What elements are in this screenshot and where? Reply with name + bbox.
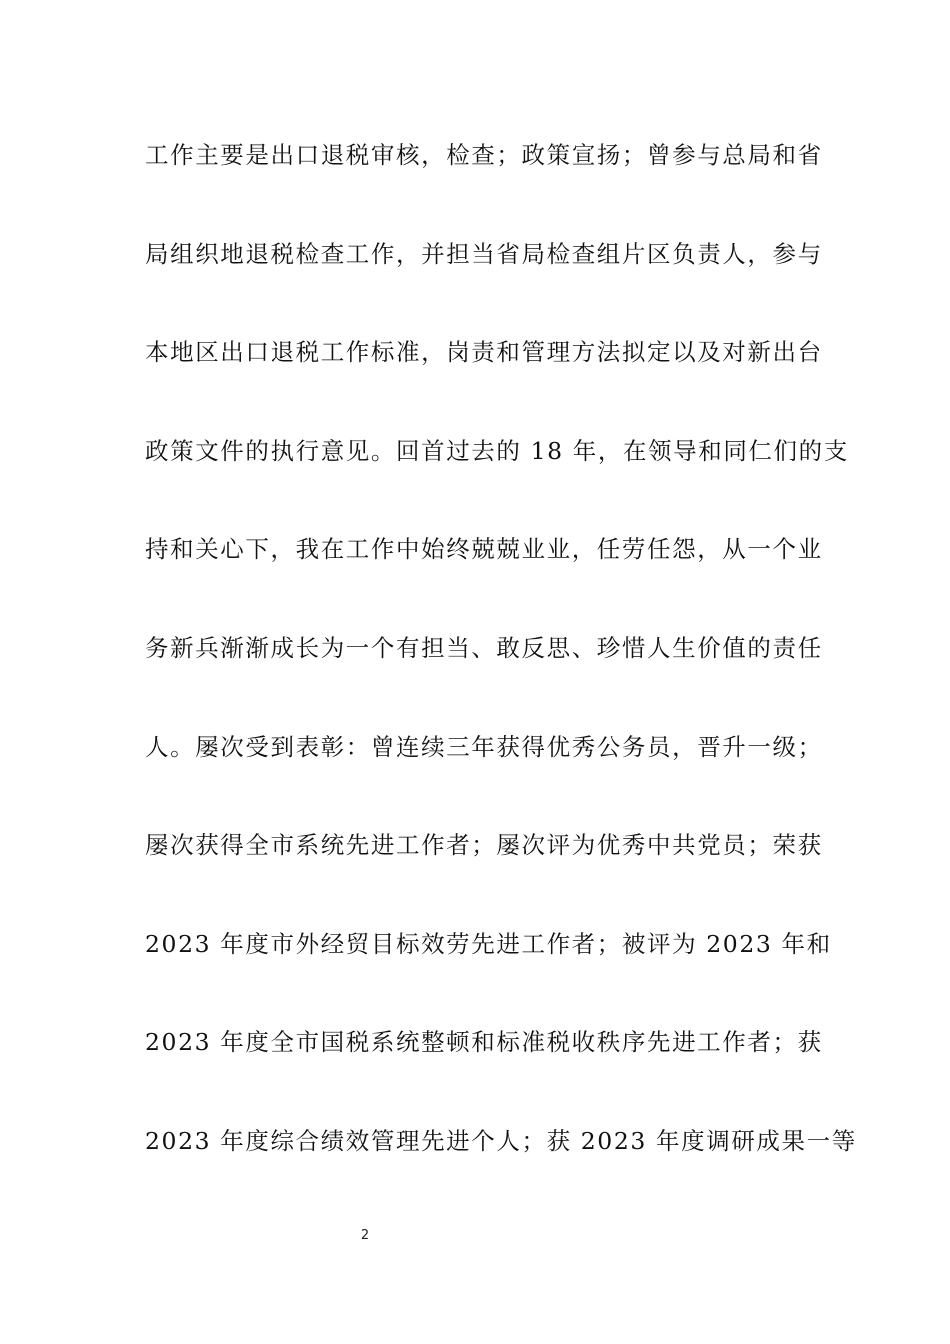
page-number: 2	[360, 1228, 370, 1243]
text-line: 人。屡次受到表彰：曾连续三年获得优秀公务员，晋升一级；	[145, 732, 823, 761]
text-line: 持和关心下，我在工作中始终兢兢业业，任劳任怨，从一个业	[145, 535, 823, 564]
text-line: 工作主要是出口退税审核，检查；政策宣扬；曾参与总局和省	[145, 141, 823, 169]
text-line: 2023 年度全市国税系统整顿和标准税收秩序先进工作者；获	[145, 1028, 823, 1057]
text-line: 政策文件的执行意见。回首过去的 18 年，在领导和同仁们的支	[145, 436, 849, 465]
body-text	[145, 131, 857, 1216]
text-line: 本地区出口退税工作标准，岗责和管理方法拟定以及对新出台	[145, 338, 823, 367]
text-line: 2023 年度市外经贸目标效劳先进工作者；被评为 2023 年和	[145, 929, 832, 958]
text-line: 屡次获得全市系统先进工作者；屡次评为优秀中共党员；荣获	[145, 831, 823, 860]
text-line: 2023 年度综合绩效管理先进个人；获 2023 年度调研成果一等	[145, 1126, 857, 1155]
text-line: 务新兵渐渐成长为一个有担当、敢反思、珍惜人生价值的责任	[145, 633, 823, 662]
text-line: 局组织地退税检查工作，并担当省局检查组片区负责人，参与	[145, 239, 823, 268]
